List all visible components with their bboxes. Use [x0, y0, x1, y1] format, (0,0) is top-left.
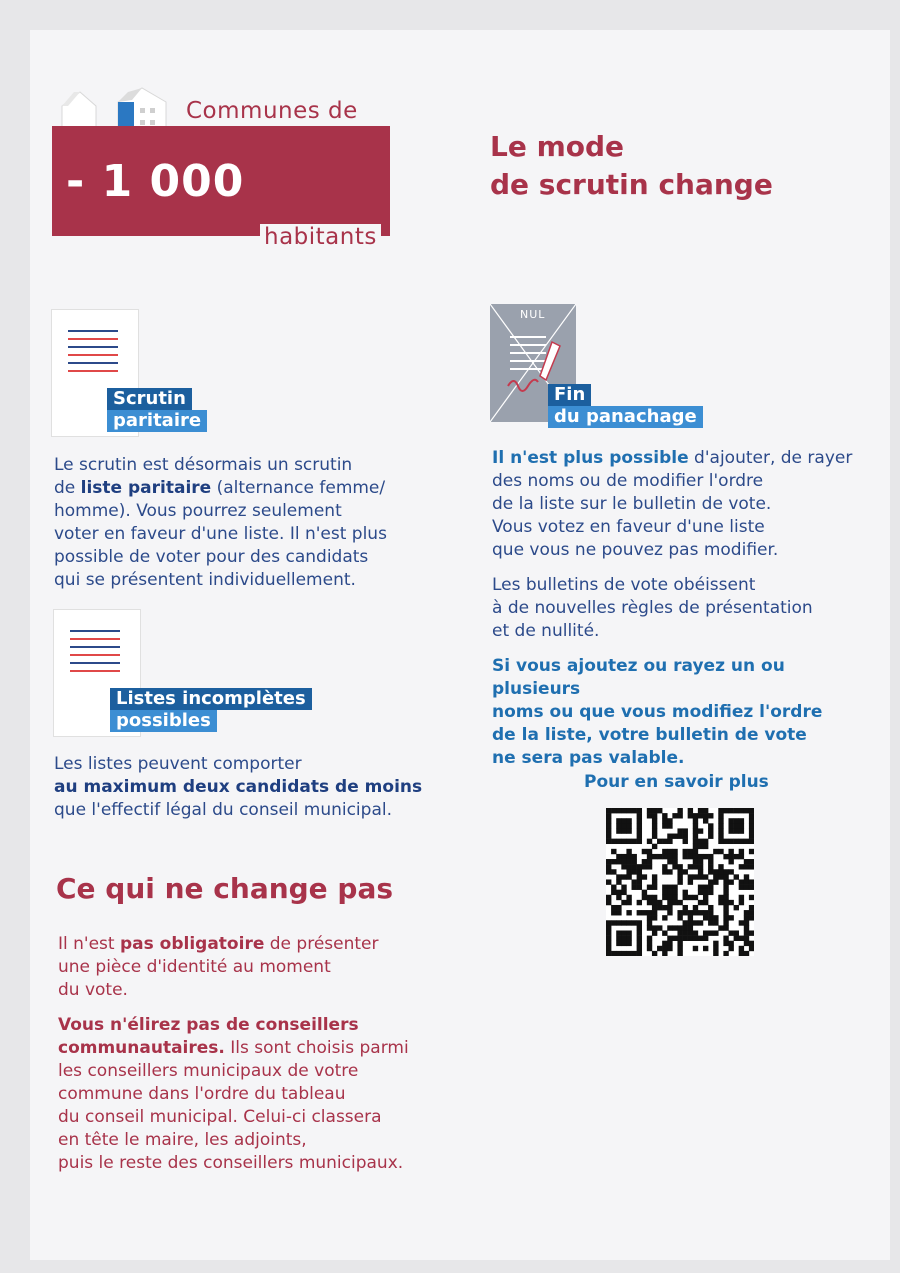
fin-panachage-tag [548, 384, 703, 428]
text-line: que vous ne pouvez pas modifier. [492, 540, 779, 560]
tag-line: Listes incomplètes [110, 688, 312, 710]
text-span: Ils sont choisis parmi [224, 1038, 409, 1058]
text-line: noms ou que vous modifiez l'ordre [492, 702, 823, 722]
tag-line: Scrutin [107, 388, 192, 410]
text-line: des noms ou de modifier l'ordre [492, 471, 764, 491]
text-span: (alternance femme/ [211, 478, 386, 498]
text-line [492, 447, 872, 470]
text-line: voter en faveur d'une liste. Il n'est plus [54, 524, 387, 544]
text-line: ne sera pas valable. [492, 748, 685, 768]
scrutin-paritaire-tag [107, 388, 207, 432]
text-span: communautaires. [58, 1038, 225, 1058]
qr-code[interactable] [606, 808, 754, 956]
text-line: Vous votez en faveur d'une liste [492, 517, 765, 537]
text-span: Il n'est plus possible [492, 448, 689, 468]
page-title-line2: de scrutin change [490, 168, 773, 201]
text-line: du vote. [58, 980, 128, 1000]
text-line: possible de voter pour des candidats [54, 547, 369, 567]
text-line: du conseil municipal. Celui-ci classera [58, 1107, 382, 1127]
text-line: une pièce d'identité au moment [58, 957, 331, 977]
text-line: de la liste, votre bulletin de vote [492, 725, 807, 745]
text-span: de [54, 478, 81, 498]
habitants-label: habitants [260, 224, 381, 250]
text-line: Le scrutin est désormais un scrutin [54, 455, 353, 475]
text-line: que l'effectif légal du conseil municipal. [54, 800, 392, 820]
text-line: et de nullité. [492, 621, 600, 641]
tag-line: Fin [548, 384, 591, 406]
scrutin-paritaire-text [54, 454, 434, 592]
text-line: homme). Vous pourrez seulement [54, 501, 342, 521]
text-line: Si vous ajoutez ou rayez un ou plusieurs [492, 656, 785, 699]
section-title: Ce qui ne change pas [56, 872, 394, 905]
listes-incompletes-text [54, 753, 454, 822]
text-line: en tête le maire, les adjoints, [58, 1130, 307, 1150]
text-line: qui se présentent individuellement. [54, 570, 356, 590]
text-line: au maximum deux candidats de moins [54, 777, 423, 797]
listes-incompletes-tag [110, 688, 312, 732]
text-line: de la liste sur le bulletin de vote. [492, 494, 772, 514]
text-line [58, 933, 438, 956]
ne-change-pas-text [58, 933, 438, 1175]
savoir-plus-label: Pour en savoir plus [584, 772, 769, 792]
population-number: - 1 000 [66, 156, 245, 207]
page-title-line1: Le mode [490, 130, 625, 163]
tag-line: du panachage [548, 406, 703, 428]
tag-line: possibles [110, 710, 217, 732]
text-line: commune dans l'ordre du tableau [58, 1084, 346, 1104]
communes-de-label: Communes de [186, 98, 358, 124]
text-span: pas obligatoire [119, 934, 265, 954]
text-span: liste paritaire [80, 478, 212, 498]
text-line: à de nouvelles règles de présentation [492, 598, 813, 618]
text-line: Vous n'élirez pas de conseillers [58, 1015, 359, 1035]
text-span: d'ajouter, de rayer [688, 448, 853, 468]
text-line: les conseillers municipaux de votre [58, 1061, 359, 1081]
fin-panachage-text [492, 447, 872, 770]
tag-line: paritaire [107, 410, 207, 432]
text-line: puis le reste des conseillers municipaux. [58, 1153, 404, 1173]
text-span: Il n'est [58, 934, 120, 954]
text-span: de présenter [264, 934, 379, 954]
text-line [54, 477, 434, 500]
text-line: Les bulletins de vote obéissent [492, 575, 756, 595]
text-line [58, 1037, 438, 1060]
nul-label: NUL [520, 308, 546, 321]
page-title [490, 128, 773, 204]
text-line: Les listes peuvent comporter [54, 754, 302, 774]
